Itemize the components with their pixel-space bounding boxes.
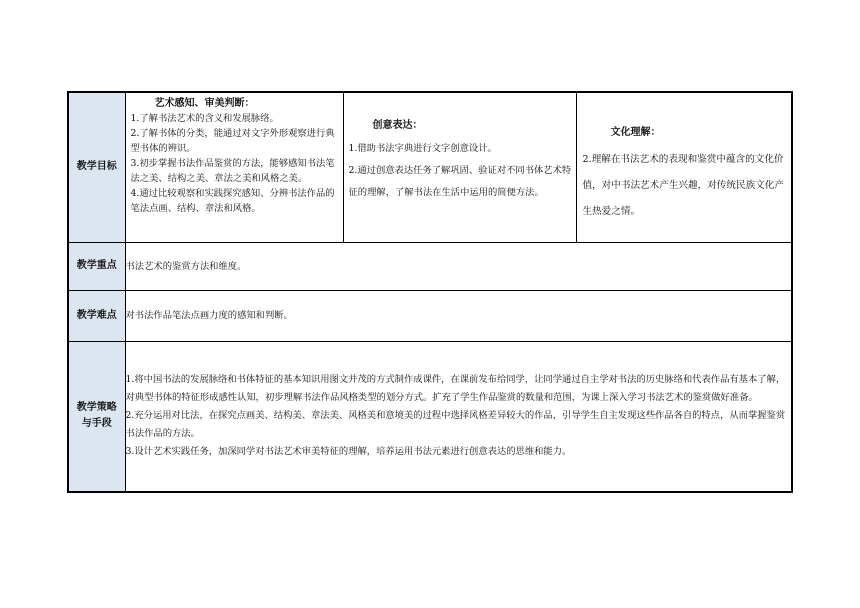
strategy-label: 教学策略与手段 [68, 341, 125, 492]
goals-content [125, 92, 792, 242]
strategy-item: 3.设计艺术实践任务，加深同学对书法艺术审美特征的理解，培养运用书法元素进行创意表达的思维和能力。 [125, 446, 572, 458]
goal-item: 2.通过创意表达任务了解巩固、验证对不同书体艺术特征的理解，了解书法在生活中运用的简便方法。 [348, 165, 572, 198]
difficulties-text: 对书法作品笔法点画力度的感知和判断。 [125, 290, 792, 341]
difficulties-label: 教学难点 [68, 290, 125, 341]
key-points-row [68, 242, 792, 290]
strategy-item: 2.充分运用对比法，在探究点画美、结构美、章法美、风格美和意境美的过程中选择风格差异较大的作品，引导学生自主发现这些作品各自的特点，从而掌握鉴赏书法作品的方法。 [125, 410, 786, 440]
key-points-text: 书法艺术的鉴赏方法和维度。 [125, 242, 792, 290]
lesson-plan-table [67, 91, 793, 493]
goals-label: 教学目标 [68, 92, 125, 242]
goals-row [68, 92, 792, 242]
goal-col-heading: 艺术感知、审美判断： [154, 98, 255, 109]
goal-col-creative [343, 93, 576, 242]
strategy-item: 1.将中国书法的发展脉络和书体特征的基本知识用图文并茂的方式制作成课件，在课前发布给同学，让同学通过自主学对书法的历史脉络和代表作品有基本了解，对典型书体的特征形成感性认知，初步理解书法作品风格类型的划分方式。扩充了学生作品鉴赏的数量和范围，为课上深入学习书法艺术的鉴赏做好准备。 [125, 374, 786, 404]
goal-col-heading: 创意表达： [372, 120, 423, 131]
goal-col-aesthetic [126, 93, 344, 242]
goal-item: 2.理解在书法艺术的表现和鉴赏中蕴含的文化价值，对中书法艺术产生兴趣，对传统民族文化产生热爱之情。 [582, 154, 784, 217]
difficulties-row [68, 290, 792, 341]
goal-item: 3.初步掌握书法作品鉴赏的方法，能够感知书法笔法之美、结构之美、章法之美和风格之美。 [130, 158, 335, 184]
goal-col-cultural [576, 93, 791, 242]
goal-item: 1.了解书法艺术的含义和发展脉络。 [130, 113, 279, 124]
goal-item: 2.了解书体的分类，能通过对文字外形观察进行典型书体的辨识。 [130, 128, 335, 154]
key-points-label: 教学重点 [68, 242, 125, 290]
strategy-row [68, 341, 792, 492]
goals-columns [126, 93, 792, 242]
goal-item: 1.借助书法字典进行文字创意设计。 [348, 143, 497, 154]
goal-col-heading: 文化理解： [610, 127, 661, 138]
strategy-content [125, 341, 792, 492]
goal-item: 4.通过比较观察和实践探究感知、分辨书法作品的笔法点画、结构、章法和风格。 [130, 188, 335, 214]
